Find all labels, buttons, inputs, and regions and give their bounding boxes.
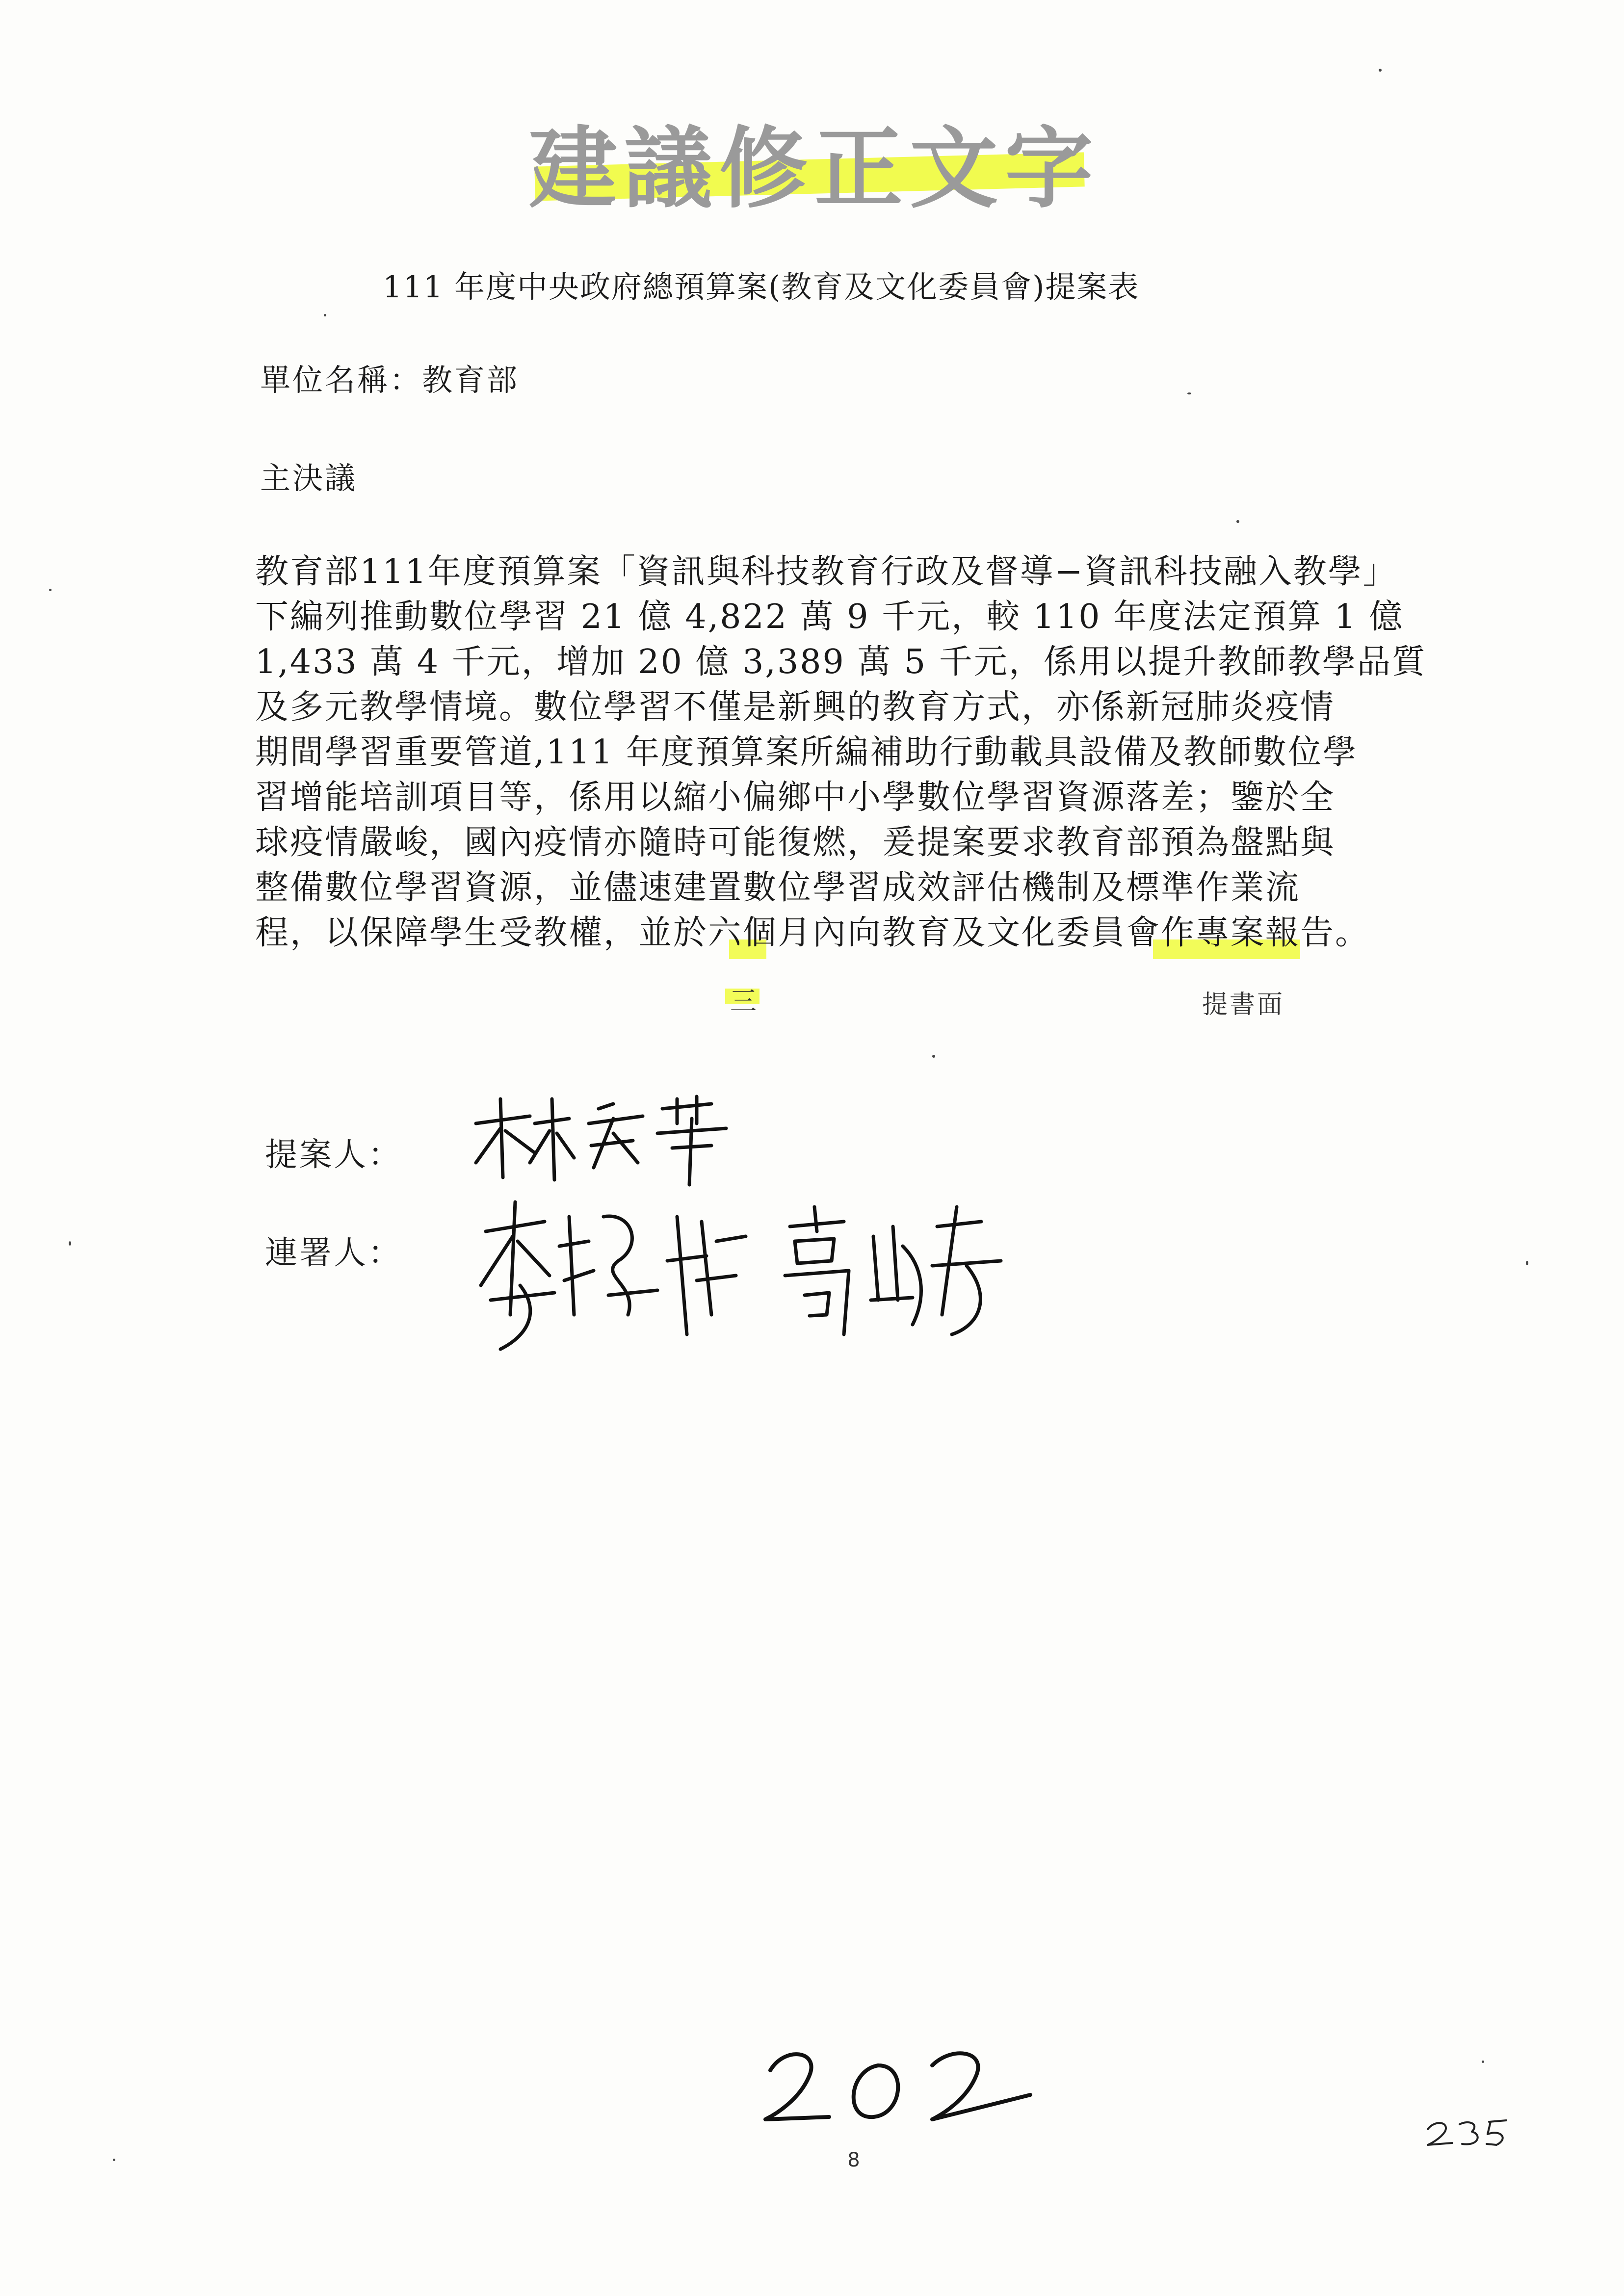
unit-value: 教育部	[422, 362, 520, 398]
scan-speck	[1379, 69, 1382, 72]
scan-speck	[324, 314, 326, 316]
proposer-label: 提案人：	[265, 1136, 402, 1174]
corner-note	[1423, 2110, 1521, 2154]
page-number: 8	[847, 2149, 860, 2171]
body-line: 下編列推動數位學習 21 億 4,822 萬 9 千元，較 110 年度法定預算 1 億	[255, 598, 1404, 636]
scan-speck	[49, 589, 52, 591]
cosigner-label: 連署人：	[265, 1234, 402, 1272]
scan-speck	[932, 1055, 935, 1058]
scan-speck	[1482, 2061, 1484, 2063]
unit-label: 單位名稱：	[260, 362, 422, 398]
handwritten-page-number	[756, 2036, 1040, 2134]
body-line: 期間學習重要管道,111 年度預算案所編補助行動載具設備及教師數位學	[255, 733, 1358, 772]
scan-speck	[1526, 1261, 1528, 1265]
stamp-heading	[520, 113, 1109, 226]
handwritten-edit-report: 提書面	[1202, 990, 1285, 1019]
cosigner-signatures	[471, 1187, 1011, 1374]
resolution-body	[255, 549, 1442, 956]
body-line: 程，以保障學生受教權，並於六個月內向教育及文化委員會作專案報告。	[255, 913, 1370, 952]
body-line: 1,433 萬 4 千元，增加 20 億 3,389 萬 5 千元，係用以提升教師教學品質	[255, 643, 1427, 681]
scan-speck	[1236, 520, 1239, 523]
body-line: 及多元教學情境。數位學習不僅是新興的教育方式，亦係新冠肺炎疫情	[255, 688, 1336, 727]
document-title: 111 年度中央政府總預算案(教育及文化委員會)提案表	[383, 269, 1140, 305]
unit-line	[260, 358, 519, 402]
proposer-signature	[466, 1089, 741, 1187]
handwritten-edit-month: 三	[730, 986, 757, 1017]
scan-speck	[113, 2159, 115, 2161]
body-line: 球疫情嚴峻，國內疫情亦隨時可能復燃，爰提案要求教育部預為盤點與	[255, 823, 1336, 862]
body-line: 教育部111年度預算案「資訊與科技教育行政及督導−資訊科技融入教學」	[255, 552, 1398, 591]
body-line: 習增能培訓項目等，係用以縮小偏鄉中小學數位學習資源落差；鑒於全	[255, 778, 1336, 817]
scan-speck	[1187, 392, 1191, 394]
body-line: 整備數位學習資源，並儘速建置數位學習成效評估機制及標準作業流	[255, 868, 1301, 907]
stamp-text: 建議修正文字	[528, 118, 1100, 220]
resolution-heading: 主決議	[260, 460, 358, 496]
scan-speck	[69, 1241, 71, 1246]
